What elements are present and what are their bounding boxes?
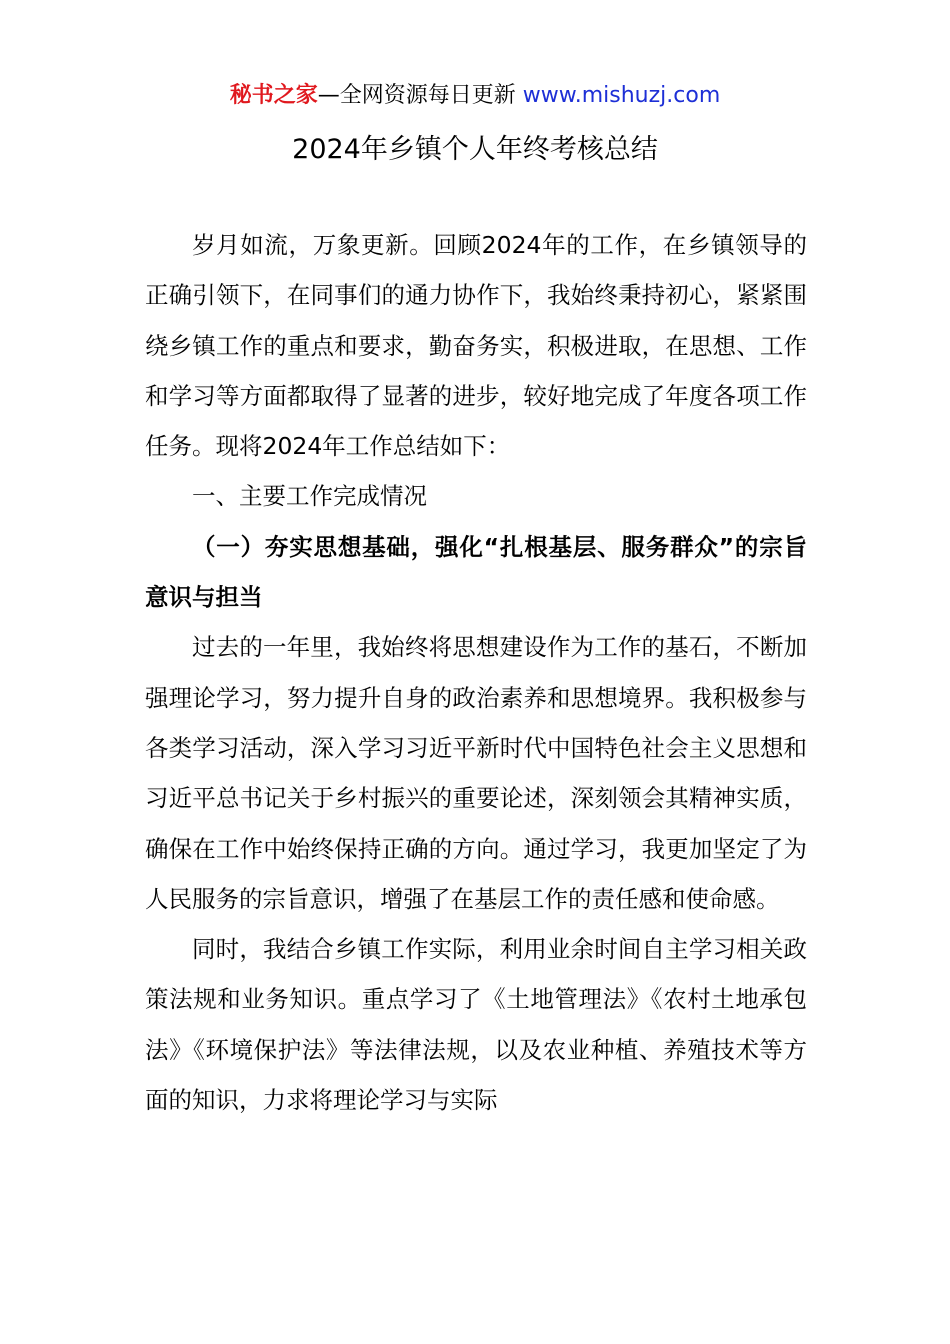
section-heading: 一、主要工作完成情况 — [192, 482, 427, 511]
site-header — [0, 80, 950, 112]
body-paragraph: 同时，我结合乡镇工作实际，利用业余时间自主学习相关政策法规和业务知识。重点学习了《土地管理法》《农村土地承包法》《环境保护法》等法律法规，以及农业种植、养殖技术等方面的知识，力求将理论学习与实际 — [145, 935, 807, 1115]
body-paragraph: 过去的一年里，我始终将思想建设作为工作的基石，不断加强理论学习，努力提升自身的政治素养和思想境界。我积极参与各类学习活动，深入学习习近平新时代中国特色社会主义思想和习近平总书记关于乡村振兴的重要论述，深刻领会其精神实质，确保在工作中始终保持正确的方向。通过学习，我更加坚定了为人民服务的宗旨意识，增强了在基层工作的责任感和使命感。 — [145, 633, 807, 913]
document-title: 2024年乡镇个人年终考核总结 — [292, 134, 658, 165]
brand-name: 秘书之家 — [229, 83, 318, 108]
header-tagline: —全网资源每日更新 — [317, 83, 516, 108]
document-body — [145, 220, 807, 1125]
site-url-link[interactable]: www.mishuzj.com — [522, 83, 721, 108]
intro-paragraph: 岁月如流，万象更新。回顾2024年的工作，在乡镇领导的正确引领下，在同事们的通力协作下，我始终秉持初心，紧紧围绕乡镇工作的重点和要求，勤奋务实，积极进取，在思想、工作和学习等方面都取得了显著的进步，较好地完成了年度各项工作任务。现将2024年工作总结如下： — [145, 231, 807, 461]
subsection-heading: （一）夯实思想基础，强化“扎根基层、服务群众”的宗旨意识与担当 — [145, 532, 807, 612]
